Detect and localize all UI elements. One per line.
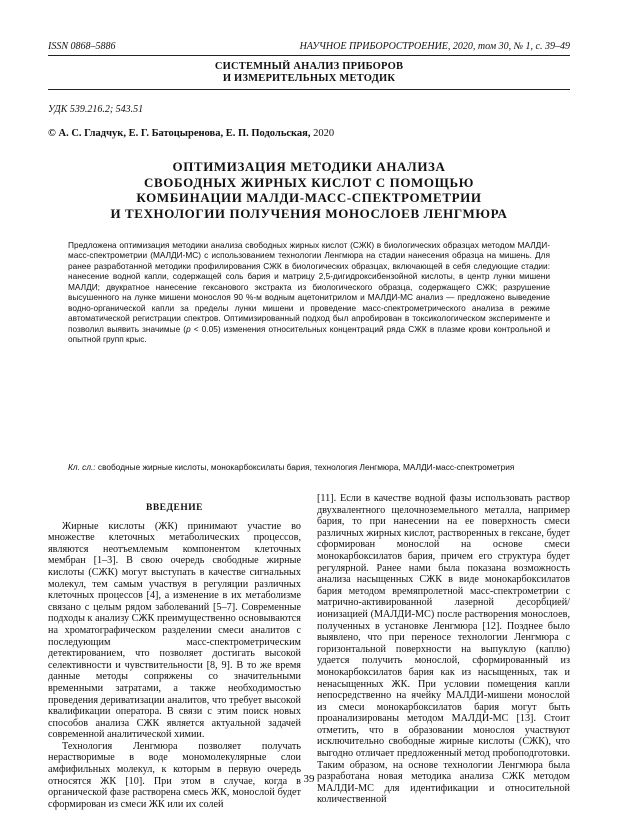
intro-paragraph-3: [11]. Если в качестве водной фазы использовать раствор двухвалентного щелочноземельного металла, например бария, то при нанесении на ее поверхность смеси различных жирных кислот, растворенных в гексане, будет сформирован монослой на основе смеси монокарбоксилатов бария, причем его структура будет регулярной. Ранее нами была показана возможность анализа насыщенных СЖК в виде монокарбоксилатов бария методом времяпролетной масс-спектрометрии с матрично-активированной лазерной десорбцией/ионизацией (МАЛДИ-МС) после растворения монослоев, полученных в установке Ленгмюра [12]. Позднее было выявлено, что при переносе технологии Ленгмюра с горизонтальной поверхности на выпуклую (каплю) удается получить монослой, сформированный из монокарбоксилатов бария как из насыщенных, так и ненасыщенных ЖК. При условии помещения капли непосредственно на ячейку МАЛДИ-мишени монослой из смеси монокарбоксилатов бария могут быть проанализированы методом МАЛДИ-МС [13]. Стоит отметить, что в образовании монослоя участвуют исключительно свободные жирные кислоты (СЖК), что выгодно отличает предложенный метод пробоподготовки. Таким образом, на основе технологии Ленгмюра была разработана новая методика анализа СЖК методом МАЛДИ-МС для идентификации и относительной количественной (317, 493, 570, 806)
intro-paragraph-1: Жирные кислоты (ЖК) принимают участие во множестве клеточных метаболических процессов, являются неотъемлемым компонентом клеточных мембран [1–3]. В свою очередь свободные жирные кислоты (СЖК) могут выступать в качестве сигнальных молекул, тем самым участвуя в регуляции различных клеточных процессов [4], а изменение в их метаболизме связано с целым рядом заболеваний [5–7]. Современные подходы к анализу СЖК преимущественно основываются на хроматографическом разделении смеси аналитов с последующим масс-спектрометрическим детектированием, что позволяет достигать высокой селективности и чувствительности [8, 9]. В то же время данные методы сопряжены со значительными временными затратами, а также необходимостью проведения дериватизации аналитов, что требует высокой квалификации оператора. В связи с этим поиск новых способов анализа СЖК является актуальной задачей современной аналитической химии. (48, 520, 301, 741)
section-line-1: СИСТЕМНЫЙ АНАЛИЗ ПРИБОРОВ (214, 61, 404, 72)
page-number: 39 (303, 773, 315, 785)
right-column (317, 493, 570, 806)
left-column (48, 497, 301, 810)
intro-heading: ВВЕДЕНИЕ (146, 503, 203, 513)
authors-line (48, 128, 334, 139)
udk-code: УДК 539.216.2; 543.51 (48, 104, 144, 115)
section-line-2: И ИЗМЕРИТЕЛЬНЫХ МЕТОДИК (222, 73, 396, 84)
copyright-symbol: © (48, 128, 56, 139)
p-value-symbol: p (186, 323, 191, 334)
abstract (68, 240, 550, 345)
title-line-1: ОПТИМИЗАЦИЯ МЕТОДИКИ АНАЛИЗА (172, 159, 446, 174)
author-names: А. С. Гладчук, Е. Г. Батоцыренова, Е. П. Подольская, (58, 128, 311, 139)
section-heading (0, 61, 618, 85)
title-line-4: И ТЕХНОЛОГИИ ПОЛУЧЕНИЯ МОНОСЛОЕВ ЛЕНГМЮРА (110, 205, 508, 221)
section-rule (48, 89, 570, 90)
journal-citation: НАУЧНОЕ ПРИБОРОСТРОЕНИЕ, 2020, том 30, № 1, с. 39–49 (299, 41, 570, 52)
copyright-year: 2020 (313, 128, 335, 139)
keywords-text: свободные жирные кислоты, монокарбоксилаты бария, технология Ленгмюра, МАЛДИ-масс-спектрометрия (95, 462, 515, 472)
title-line-3: КОМБИНАЦИИ МАЛДИ-МАСС-СПЕКТРОМЕТРИИ (136, 190, 482, 205)
abstract-text-1: Предложена оптимизация методики анализа свободных жирных кислот (СЖК) в биологических образцах методом МАЛДИ-масс-спектрометрии (МАЛДИ-МС) с использованием технологии Ленгмюра на стадии нанесения образца на мишень. Для ранее разработанной методики профилирования СЖК в биологических образцах, включающей в себя следующие стадии: нанесение водной капли, содержащей соль бария и матрицу 2,5-дигидроксибензойной кислоты, в центр лунки мишени МАЛДИ; двукратное нанесение гексанового экстракта из биологического образца, содержащего СЖК; разрушение высушенного на лунке мишени монослоя 90 %-м водным ацетонитрилом и МАЛДИ-МС анализ — предложено выведение водно-органической капли за пределы лунки мишени и проведение масс-спектрометрического анализа в режиме автоматической регистрации спектров. Оптимизированный подход был апробирован в токсикологическом эксперименте и позволил выявить значимые ( (68, 240, 550, 334)
header-rule (48, 55, 570, 56)
title-line-2: СВОБОДНЫХ ЖИРНЫХ КИСЛОТ С ПОМОЩЬЮ (144, 174, 474, 190)
abstract-text-2: < 0.05) изменения относительных концентраций ряда СЖК в плазме крови контрольной и опытной групп крыс. (68, 323, 550, 345)
intro-paragraph-2: Технология Ленгмюра позволяет получать нерастворимые в воде мономолекулярные слои амфифильных молекул, к которым в первую очередь относятся ЖК [10]. При этом в случае, когда в органической фазе растворена смесь ЖК, монослой будет сформирован из смеси ЖК или их солей (48, 740, 301, 810)
keywords-label: Кл. сл.: (68, 462, 96, 472)
article-title (60, 159, 558, 221)
keywords (68, 462, 550, 472)
issn: ISSN 0868–5886 (48, 41, 116, 52)
